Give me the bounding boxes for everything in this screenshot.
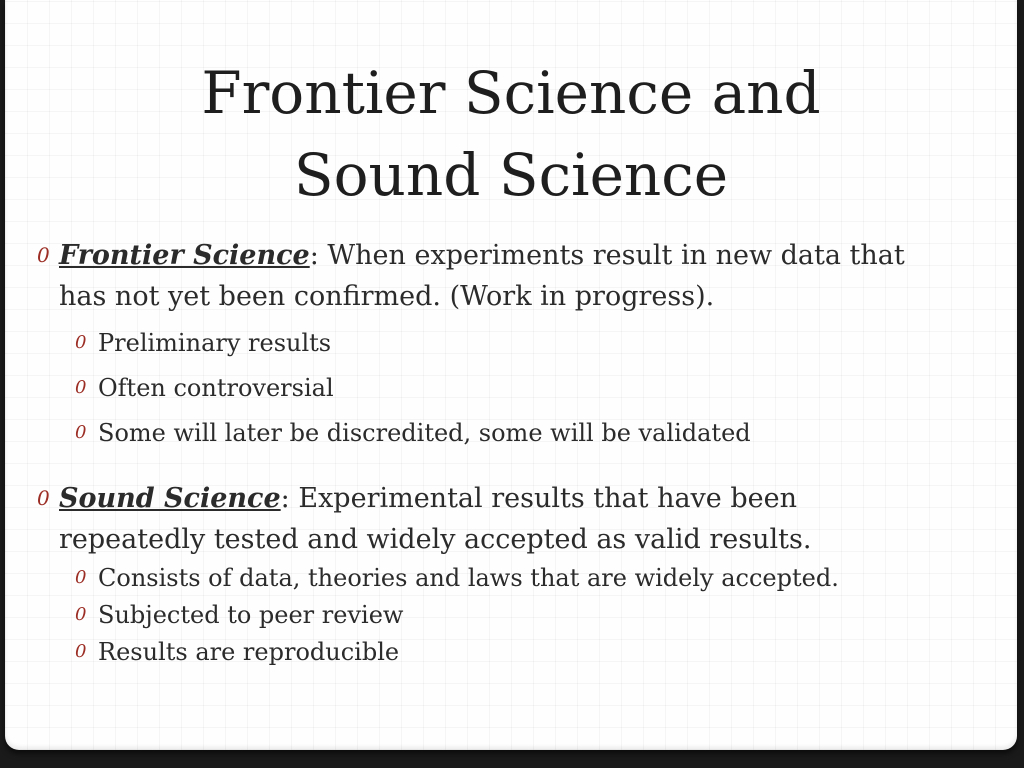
bullet-marker: 0: [75, 641, 87, 662]
title-line-2: Sound Science: [293, 141, 729, 209]
bullet-marker: 0: [37, 243, 50, 267]
sub-bullet: [75, 637, 399, 667]
bullet-marker: 0: [75, 567, 87, 588]
sub-bullet: [75, 373, 334, 403]
sub-bullet: [75, 600, 403, 630]
sub-bullet-text: Preliminary results: [98, 329, 332, 357]
definition-line-1: Experimental results that have been: [289, 483, 797, 514]
bullet-marker: 0: [75, 422, 87, 443]
slide-title: [5, 52, 1017, 216]
sub-bullet: [75, 328, 331, 358]
bullet-text: [59, 235, 979, 317]
bullet-marker: 0: [75, 377, 87, 398]
definition-line-2: repeatedly tested and widely accepted as valid results.: [59, 524, 812, 555]
term-sound-science: Sound Science: [59, 483, 281, 514]
sub-bullet-text: Results are reproducible: [98, 638, 400, 666]
bullet-text: [59, 478, 979, 560]
definition-line-1: When experiments result in new data that: [318, 240, 905, 271]
sub-bullet: [75, 563, 839, 593]
bullet-marker: 0: [75, 604, 87, 625]
sub-bullet-text: Often controversial: [98, 374, 334, 402]
bullet-frontier-science: [37, 235, 979, 317]
slide: [5, 0, 1017, 750]
sub-bullet-text: Subjected to peer review: [98, 601, 404, 629]
term-separator: :: [309, 240, 319, 271]
definition-line-2: has not yet been confirmed. (Work in progress).: [59, 281, 715, 312]
bullet-marker: 0: [75, 332, 87, 353]
sub-bullet-text: Consists of data, theories and laws that are widely accepted.: [98, 564, 839, 592]
title-line-1: Frontier Science and: [201, 59, 821, 127]
sub-bullet: [75, 418, 751, 448]
sub-bullet-text: Some will later be discredited, some will be validated: [98, 419, 751, 447]
term-frontier-science: Frontier Science: [59, 240, 310, 271]
bullet-marker: 0: [37, 486, 50, 510]
bullet-sound-science: [37, 478, 979, 560]
term-separator: :: [280, 483, 290, 514]
